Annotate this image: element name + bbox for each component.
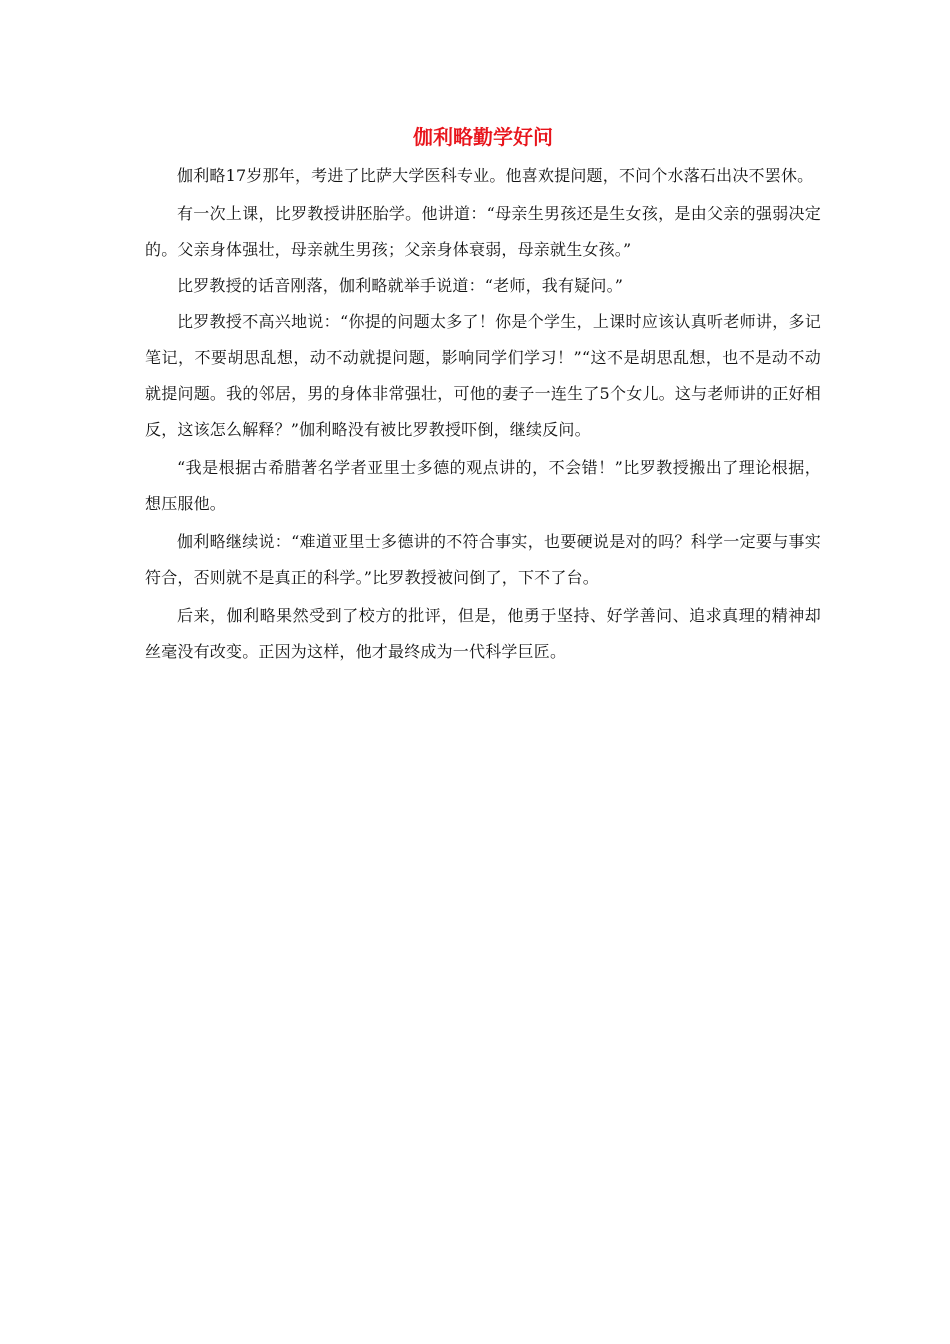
paragraph-1: 伽利略17岁那年，考进了比萨大学医科专业。他喜欢提问题，不问个水落石出决不罢休。 — [177, 166, 814, 185]
paragraph-5: “我是根据古希腊著名学者亚里士多德的观点讲的，不会错！”比罗教授搬出了理论根据，想压服他。 — [145, 458, 821, 513]
paragraph-3: 比罗教授的话音刚落，伽利略就举手说道：“老师，我有疑问。” — [177, 276, 624, 295]
article-title: 伽利略勤学好问 — [413, 125, 553, 149]
paragraph-4: 比罗教授不高兴地说：“你提的问题太多了！你是个学生，上课时应该认真听老师讲，多记笔记，不要胡思乱想，动不动就提问题，影响同学们学习！”“这不是胡思乱想，也不是动不动就提问题。我的邻居，男的身体非常强壮，可他的妻子一连生了5个女儿。这与老师讲的正好相反，这该怎么解释？”伽利略没有被比罗教授吓倒，继续反问。 — [145, 312, 821, 439]
paragraph-6: 伽利略继续说：“难道亚里士多德讲的不符合事实，也要硬说是对的吗？科学一定要与事实符合，否则就不是真正的科学。”比罗教授被问倒了，下不了台。 — [145, 532, 821, 587]
article-body — [145, 120, 821, 672]
paragraph-7: 后来，伽利略果然受到了校方的批评，但是，他勇于坚持、好学善问、追求真理的精神却丝毫没有改变。正因为这样，他才最终成为一代科学巨匠。 — [145, 606, 821, 661]
paragraph-2: 有一次上课，比罗教授讲胚胎学。他讲道：“母亲生男孩还是生女孩，是由父亲的强弱决定的。父亲身体强壮，母亲就生男孩；父亲身体衰弱，母亲就生女孩。” — [145, 204, 821, 259]
